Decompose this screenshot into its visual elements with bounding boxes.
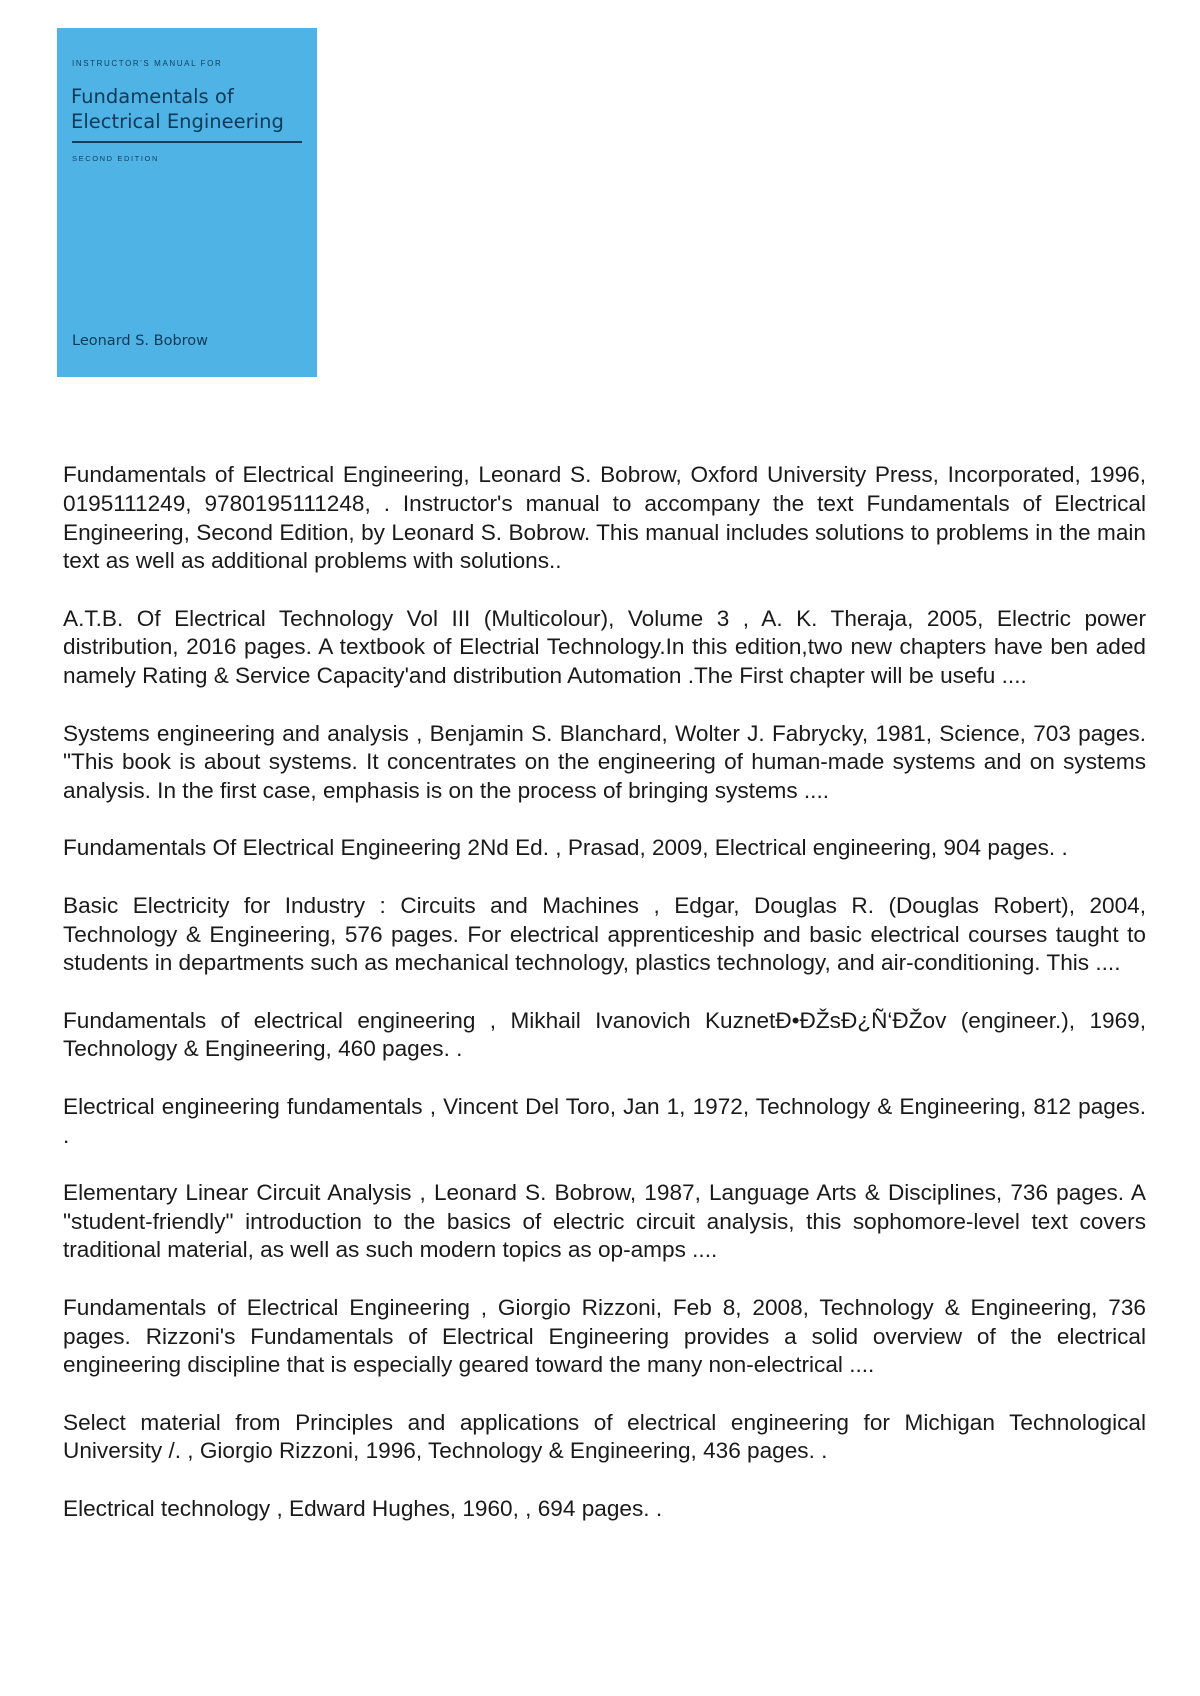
cover-edition-label: SECOND EDITION	[72, 154, 159, 163]
book-entry: Systems engineering and analysis , Benjamin S. Blanchard, Wolter J. Fabrycky, 1981, Science, 703 pages. "This book is about systems. It concentrates on the engineering of human-made systems and on systems analysis. In the first case, emphasis is on the process of bringing systems ....	[63, 720, 1146, 804]
cover-title	[71, 84, 303, 134]
book-entry: Fundamentals Of Electrical Engineering 2Nd Ed. , Prasad, 2009, Electrical engineering, 904 pages. .	[63, 835, 1068, 861]
cover-rule-divider	[72, 141, 302, 143]
book-entry: Fundamentals of Electrical Engineering , Giorgio Rizzoni, Feb 8, 2008, Technology & Engineering, 736 pages. Rizzoni's Fundamentals of Electrical Engineering provides a solid overview of the electrical engineering discipline that is especially geared toward the many non-electrical ....	[63, 1294, 1146, 1378]
book-entry-list	[63, 461, 1146, 1552]
book-entry: Electrical technology , Edward Hughes, 1960, , 694 pages. .	[63, 1495, 663, 1521]
cover-title-line-2: Electrical Engineering	[71, 110, 284, 133]
book-entry: Select material from Principles and applications of electrical engineering for Michigan Technological University /. , Giorgio Rizzoni, 1996, Technology & Engineering, 436 pages. .	[63, 1409, 1146, 1464]
cover-author: Leonard S. Bobrow	[72, 333, 209, 349]
book-entry: Fundamentals of electrical engineering , Mikhail Ivanovich KuznetÐ•ÐŽsÐ¿Ñ‘ÐŽov (engineer.), 1969, Technology & Engineering, 460 pages. .	[63, 1007, 1146, 1062]
cover-series-label: INSTRUCTOR'S MANUAL FOR	[72, 59, 223, 68]
book-cover-image	[57, 28, 317, 377]
book-entry: Fundamentals of Electrical Engineering, Leonard S. Bobrow, Oxford University Press, Incorporated, 1996, 0195111249, 9780195111248, . Instructor's manual to accompany the text Fundamentals of Electrical Engineering, Second Edition, by Leonard S. Bobrow. This manual includes solutions to problems in the main text as well as additional problems with solutions..	[63, 462, 1146, 574]
book-entry: Basic Electricity for Industry : Circuits and Machines , Edgar, Douglas R. (Douglas Robert), 2004, Technology & Engineering, 576 pages. For electrical apprenticeship and basic electrical courses taught to students in departments such as mechanical technology, plastics technology, and air-conditioning. This ....	[63, 892, 1146, 976]
book-entry: A.T.B. Of Electrical Technology Vol III (Multicolour), Volume 3 , A. K. Theraja, 2005, Electric power distribution, 2016 pages. A textbook of Electrial Technology.In this edition,two new chapters have ben aded namely Rating & Service Capacity'and distribution Automation .The First chapter will be usefu ....	[63, 605, 1146, 689]
cover-title-line-1: Fundamentals of	[71, 85, 234, 108]
book-entry: Elementary Linear Circuit Analysis , Leonard S. Bobrow, 1987, Language Arts & Disciplines, 736 pages. A "student-friendly" introduction to the basics of electric circuit analysis, this sophomore-level text covers traditional material, as well as such modern topics as op-amps ....	[63, 1179, 1146, 1263]
book-entry: Electrical engineering fundamentals , Vincent Del Toro, Jan 1, 1972, Technology & Engineering, 812 pages. .	[63, 1093, 1146, 1148]
